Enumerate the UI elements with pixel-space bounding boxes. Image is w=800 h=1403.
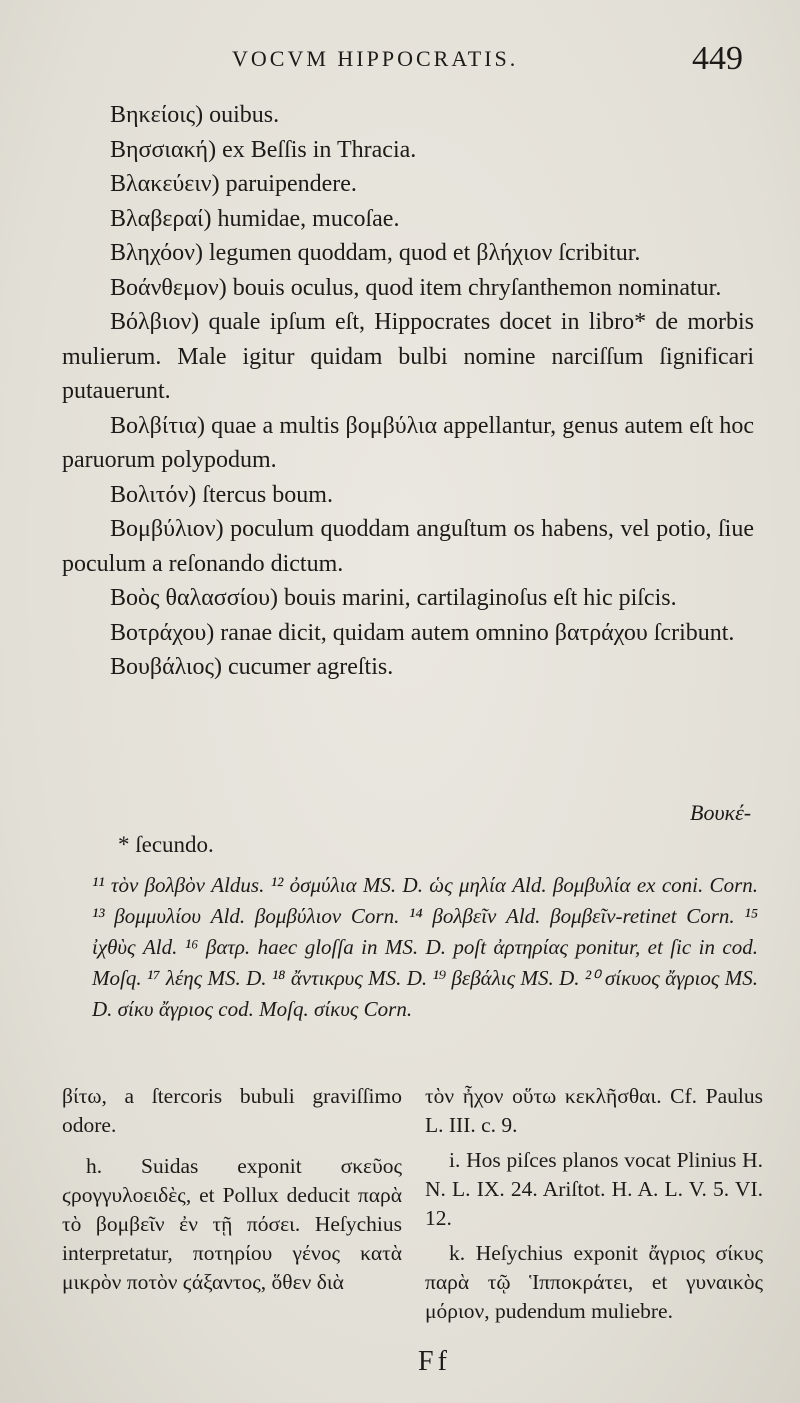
variant-readings-apparatus: ¹¹ τὸν βολβὸν Aldus. ¹² ὀσμύλια MS. D. ὡς μηλία Ald. βομβυλία ex coni. Corn. ¹³ βομμυλίου Ald. βομβύλιον Corn. ¹⁴ βολβεῖν Ald. βομβεῖν-retinet Corn. ¹⁵ ἰχθὺς Ald. ¹⁶ βατρ. haec gloſſa in MS. D. poſt ἀρτηρίας ponitur, et ſic in cod. Moſq. ¹⁷ λέης MS. D. ¹⁸ ἄντικρυς MS. D. ¹⁹ βεβάλις MS. D. ²⁰ σίκυος ἄγριος MS. D. σίκυ ἄγριος cod. Moſq. σίκυς Corn.	[92, 873, 758, 1021]
catchword: Βουκέ-	[690, 800, 752, 825]
glossary-entry: Βλακεύειν) paruipendere.	[110, 171, 357, 197]
page-header	[0, 40, 800, 90]
commentary-paragraph: k. Heſychius exponit ἄγριος σίκυς παρὰ τῷ Ἱπποκράτει, et γυναικὸς μόριον, pudendum muliebre.	[425, 1241, 763, 1323]
commentary-paragraph: τὸν ἦχον οὕτω κεκλῆσθαι. Cf. Paulus L. III. c. 9.	[425, 1084, 763, 1137]
glossary-entry: Βολβίτια) quae a multis βομβύλια appellantur, genus autem eſt hoc paruorum polypodum.	[62, 412, 754, 473]
asterisk-footnote: * ſecundo.	[118, 832, 214, 857]
glossary-entry: Βοάνθεμον) bouis oculus, quod item chryſanthemon nominatur.	[110, 274, 722, 301]
signature-mark: Ff	[418, 1346, 451, 1377]
glossary-entry: Βομβύλιον) poculum quoddam anguſtum os habens, vel potio, ſiue poculum a reſonando dictum.	[62, 516, 754, 577]
commentary-paragraph: i. Hos piſces planos vocat Plinius H. N. L. IX. 24. Ariſtot. H. A. L. V. 5. VI. 12.	[425, 1148, 763, 1230]
commentary-notes	[62, 1082, 762, 1362]
commentary-column-left	[62, 1082, 402, 1303]
commentary-paragraph: βίτω, a ſtercoris bubuli graviſſimo odore.	[62, 1084, 402, 1137]
page-number: 449	[692, 40, 743, 77]
glossary-entry: Βληχόον) legumen quoddam, quod et βλήχιον ſcribitur.	[110, 240, 641, 266]
glossary-entry: Βοτράχου) ranae dicit, quidam autem omnino βατράχου ſcribunt.	[110, 619, 735, 646]
glossary-entries	[62, 98, 754, 685]
running-head: VOCVM HIPPOCRATIS.	[232, 46, 519, 71]
glossary-entry: Βλαβεραί) humidae, mucoſae.	[110, 205, 400, 232]
glossary-entry: Βουβάλιος) cucumer agreſtis.	[110, 654, 394, 680]
glossary-entry: Βησσιακή) ex Beſſis in Thracia.	[110, 136, 417, 163]
glossary-entry: Βοὸς θαλασσίου) bouis marini, cartilaginoſus eſt hic piſcis.	[110, 585, 677, 611]
glossary-entry: Βόλβιον) quale ipſum eſt, Hippocrates docet in libro* de morbis mulierum. Male igitur quidam bulbi nomine narciſſum ſignificari putauerunt.	[62, 309, 754, 404]
commentary-column-right	[425, 1082, 763, 1332]
glossary-entry: Βολιτόν) ſtercus boum.	[110, 481, 333, 508]
glossary-entry: Βηκείοις) ouibus.	[110, 102, 280, 128]
commentary-paragraph: h. Suidas exponit σκεῦος ϛρογγυλοειδὲς, et Pollux deducit παρὰ τὸ βομβεῖν ἐν τῇ πόσει. Heſychius interpretatur, ποτηρίου γένος κατὰ μικρὸν ποτὸν ϛάξαντος, ὅθεν διὰ	[62, 1154, 402, 1294]
